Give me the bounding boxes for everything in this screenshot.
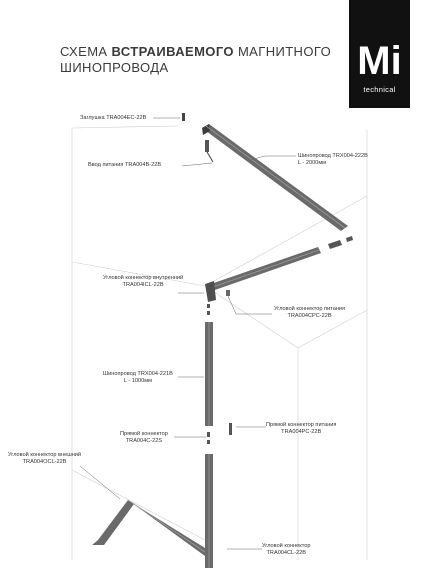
wall-line: [72, 470, 205, 540]
leader-outer-corner: [80, 466, 120, 499]
label-end-cap: Заглушка TRA004EC-22B: [80, 115, 147, 121]
label-straight-code: TRA004C-22S: [125, 438, 163, 444]
straight-connector-part: [207, 440, 210, 444]
title-line2: ШИНОПРОВОДА: [60, 60, 169, 75]
label-busbar-mid-length: L - 1000мм: [123, 378, 152, 384]
busbar-lower-vertical: [205, 454, 213, 568]
leader-power-feed: [182, 163, 212, 166]
label-bottom-corner: [262, 543, 311, 557]
label-busbar-mid-name: Шинопровод TRX004-221B: [103, 371, 173, 377]
connector-pin: [207, 311, 210, 315]
straight-connector-part: [207, 432, 210, 437]
busbar-lower-diagonal: [92, 500, 205, 556]
wall-outlines: [72, 126, 367, 560]
label-bottom-corner-name: Угловой коннектор: [262, 543, 311, 549]
label-power-straight-name: Прямой коннектор питания: [266, 422, 337, 428]
title-bold: ВСТРАИВАЕМОГО: [111, 44, 234, 59]
label-power-corner-code: TRA004CPC-22B: [287, 313, 332, 319]
end-cap-part: [182, 113, 185, 121]
leader-power-corner-pointer: [228, 296, 236, 314]
label-outer-corner-name: Угловой коннектор внешний: [8, 452, 82, 458]
label-busbar-top: [298, 153, 368, 167]
label-power-straight-code: TRA004PC-22B: [281, 429, 322, 435]
label-power-feed: Ввод питания TRA004B-22B: [88, 162, 162, 168]
title-suffix: МАГНИТНОГО: [233, 44, 332, 59]
busbar-top-end: [202, 124, 210, 135]
power-feed-part: [205, 140, 213, 162]
label-straight: [120, 431, 168, 445]
label-straight-name: Прямой коннектор: [120, 431, 168, 437]
wall-line: [72, 126, 178, 128]
wall-line: [205, 196, 367, 286]
label-inner-corner-name: Угловой коннектор внутренний: [103, 275, 184, 281]
connector-pin: [207, 304, 210, 308]
title-prefix: СХЕМА: [60, 44, 112, 59]
power-straight-part: [229, 423, 232, 435]
label-power-straight: [266, 422, 336, 436]
label-busbar-top-length: L - 2000мм: [298, 160, 327, 166]
busbar-vertical: [205, 322, 213, 426]
leader-lines: [80, 118, 296, 549]
busbar-top: [202, 124, 348, 231]
label-busbar-top-name: Шинопровод TRX004-222B: [298, 153, 368, 159]
label-busbar-mid: [103, 371, 173, 385]
busbar-top-highlight: [206, 126, 345, 228]
label-inner-corner-code: TRA004ICL-22B: [122, 282, 164, 288]
logo-letters: Mi: [357, 39, 402, 83]
label-inner-corner: [103, 275, 183, 289]
logo-subtitle: technical: [363, 85, 396, 94]
power-corner-part: [226, 290, 230, 296]
label-outer-corner-code: TRA004OCL-22B: [22, 459, 67, 465]
busbar-top-body: [202, 124, 348, 231]
label-power-corner: [274, 306, 345, 320]
label-outer-corner: [8, 452, 81, 466]
label-power-corner-name: Угловой коннектор питания: [274, 306, 346, 312]
label-bottom-corner-code: TRA004CL-22B: [266, 550, 306, 556]
